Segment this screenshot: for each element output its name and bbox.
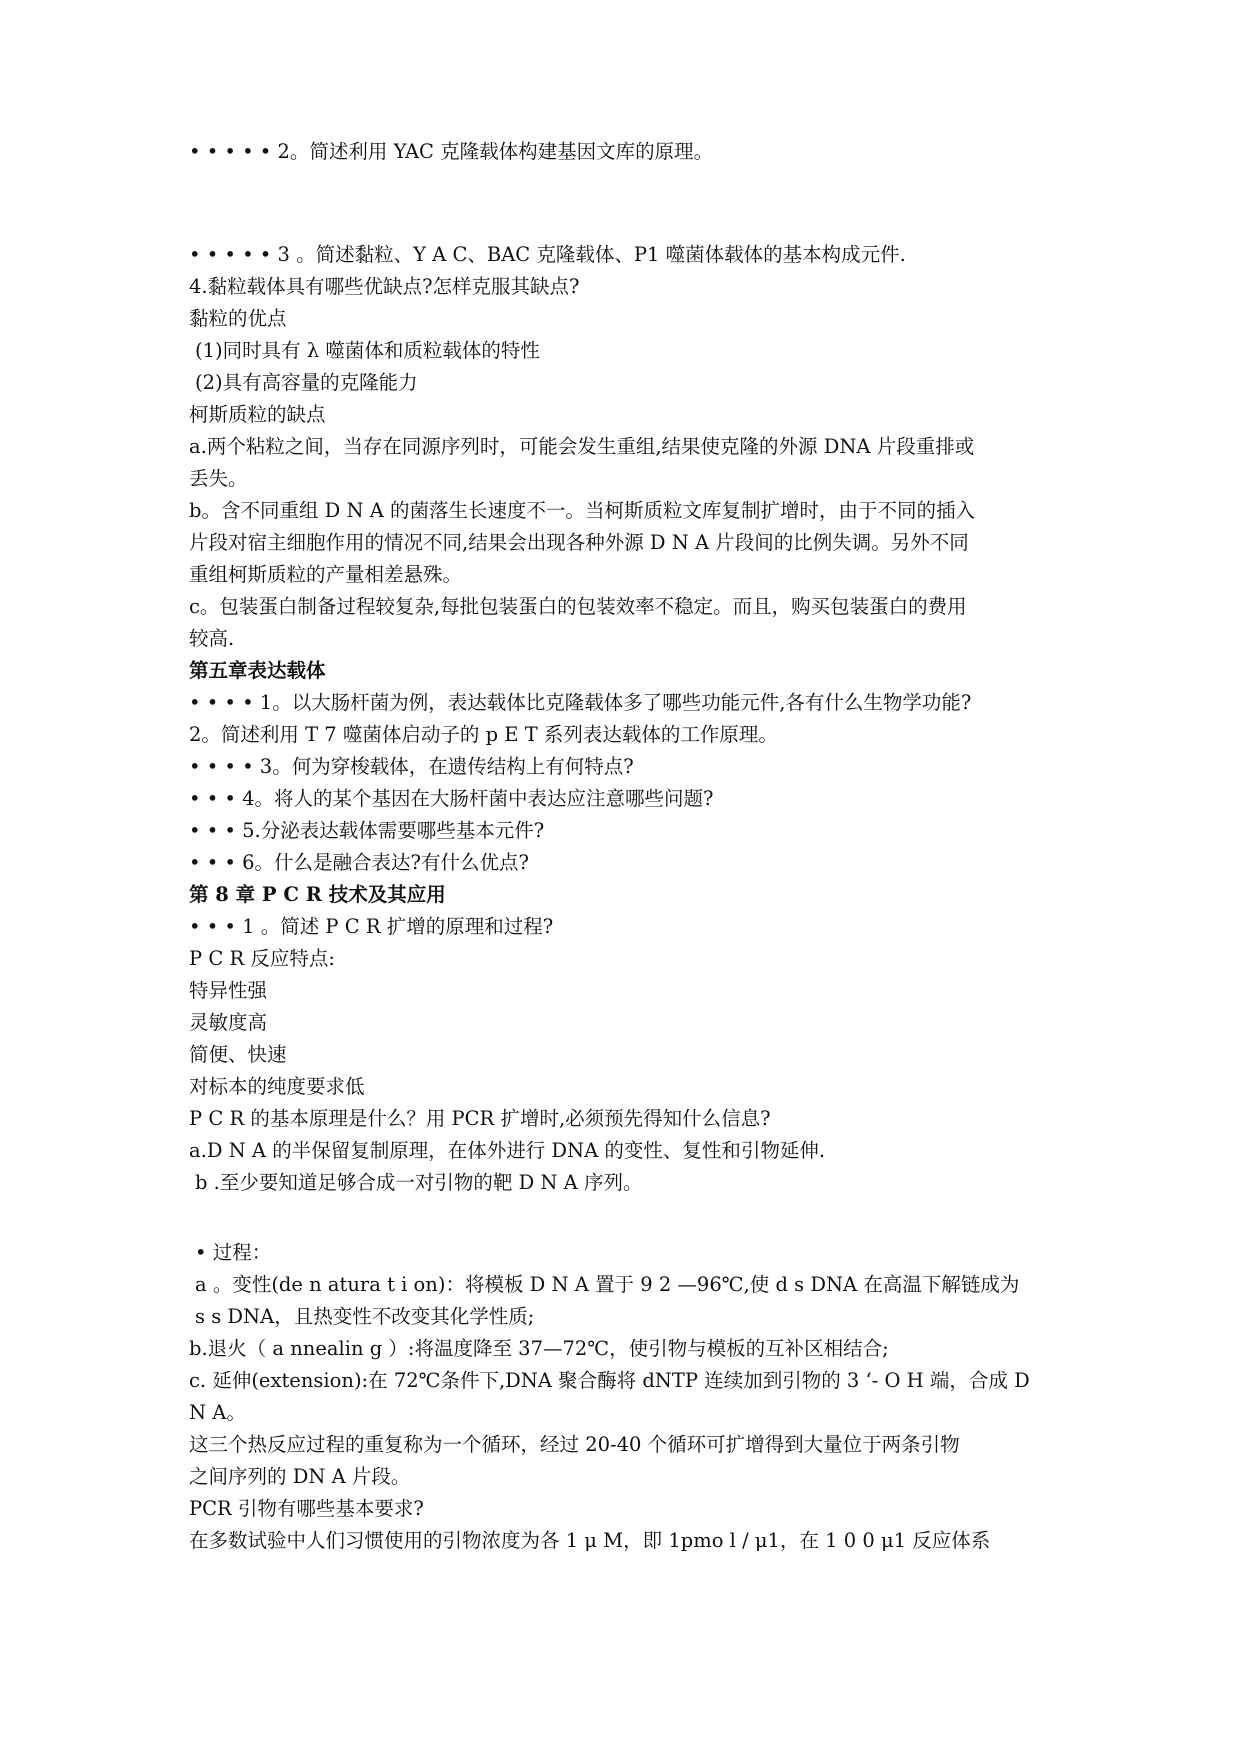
text-line: • • • • 3。何为穿梭载体，在遗传结构上有何特点? [189, 755, 634, 778]
text-line: • 过程： [195, 1241, 272, 1264]
text-line: a.D N A 的半保留复制原理，在体外进行 DNA 的变性、复性和引物延伸. [189, 1139, 826, 1162]
text-line: N A。 [189, 1401, 246, 1424]
text-line: 柯斯质粒的缺点 [189, 403, 326, 426]
text-line: • • • • • 3 。简述黏粒、Y A C、BAC 克隆载体、P1 噬菌体载体的基本构成元件. [189, 243, 906, 266]
text-line: c。包装蛋白制备过程较复杂,每批包装蛋白的包装效率不稳定。而且，购买包装蛋白的费用 [189, 595, 967, 618]
text-line: 4.黏粒载体具有哪些优缺点?怎样克服其缺点? [189, 275, 580, 298]
text-line: 简便、快速 [189, 1043, 287, 1066]
text-line: b。含不同重组 D N A 的菌落生长速度不一。当柯斯质粒文库复制扩增时，由于不同的插入 [189, 499, 976, 522]
text-line: • • • • 1。以大肠杆菌为例，表达载体比克隆载体多了哪些功能元件,各有什么生物学功能? [189, 691, 972, 714]
text-line: a.两个粘粒之间，当存在同源序列时，可能会发生重组,结果使克隆的外源 DNA 片段重排或 [189, 435, 975, 458]
section-heading: 第五章表达载体 [189, 659, 326, 682]
text-line: 特异性强 [189, 979, 268, 1002]
text-line: • • • 5.分泌表达载体需要哪些基本元件? [189, 819, 545, 842]
text-line: 较高. [189, 627, 235, 650]
text-line: a 。变性(de n atura t i on)：将模板 D N A 置于 9 2 —96℃,使 d s DNA 在高温下解链成为 [195, 1273, 1020, 1296]
text-line: 在多数试验中人们习惯使用的引物浓度为各 1 μ M，即 1pmo l / μ1，在 1 0 0 μ1 反应体系 [189, 1529, 991, 1552]
text-line: 灵敏度高 [189, 1011, 268, 1034]
section-heading: 第 8 章 P C R 技术及其应用 [189, 883, 446, 906]
text-line: (2)具有高容量的克隆能力 [195, 371, 418, 394]
text-line: 片段对宿主细胞作用的情况不同,结果会出现各种外源 D N A 片段间的比例失调。另外不同 [189, 531, 969, 554]
text-line: • • • • • 2。简述利用 YAC 克隆载体构建基因文库的原理。 [189, 140, 714, 163]
text-line: PCR 引物有哪些基本要求? [189, 1497, 424, 1520]
text-line: 之间序列的 DN A 片段。 [189, 1465, 411, 1488]
text-line: b.退火（ a nnealin g ）:将温度降至 37—72℃，使引物与模板的互补区相结合; [189, 1337, 889, 1360]
text-line: • • • 4。将人的某个基因在大肠杆菌中表达应注意哪些问题? [189, 787, 714, 810]
text-line: • • • 1 。简述 P C R 扩增的原理和过程? [189, 915, 554, 938]
text-line: 这三个热反应过程的重复称为一个循环，经过 20-40 个循环可扩增得到大量位于两条引物 [189, 1433, 960, 1456]
text-line: s s DNA，且热变性不改变其化学性质; [195, 1305, 535, 1328]
text-line: (1)同时具有 λ 噬菌体和质粒载体的特性 [195, 339, 540, 362]
text-line: P C R 的基本原理是什么？用 PCR 扩增时,必须预先得知什么信息? [189, 1107, 771, 1130]
text-line: P C R 反应特点: [189, 947, 335, 970]
text-line: 重组柯斯质粒的产量相差悬殊。 [189, 563, 463, 586]
text-line: c. 延伸(extension):在 72℃条件下,DNA 聚合酶将 dNTP 连续加到引物的 3 ‘- O H 端，合成 D [189, 1369, 1030, 1392]
text-line: b .至少要知道足够合成一对引物的靶 D N A 序列。 [195, 1171, 643, 1194]
text-line: 对标本的纯度要求低 [189, 1075, 365, 1098]
text-line: 2。简述利用 T 7 噬菌体启动子的 p E T 系列表达载体的工作原理。 [189, 723, 778, 746]
text-line: 黏粒的优点 [189, 307, 287, 330]
text-line: • • • 6。什么是融合表达?有什么优点? [189, 851, 529, 874]
text-line: 丢失。 [189, 467, 248, 490]
